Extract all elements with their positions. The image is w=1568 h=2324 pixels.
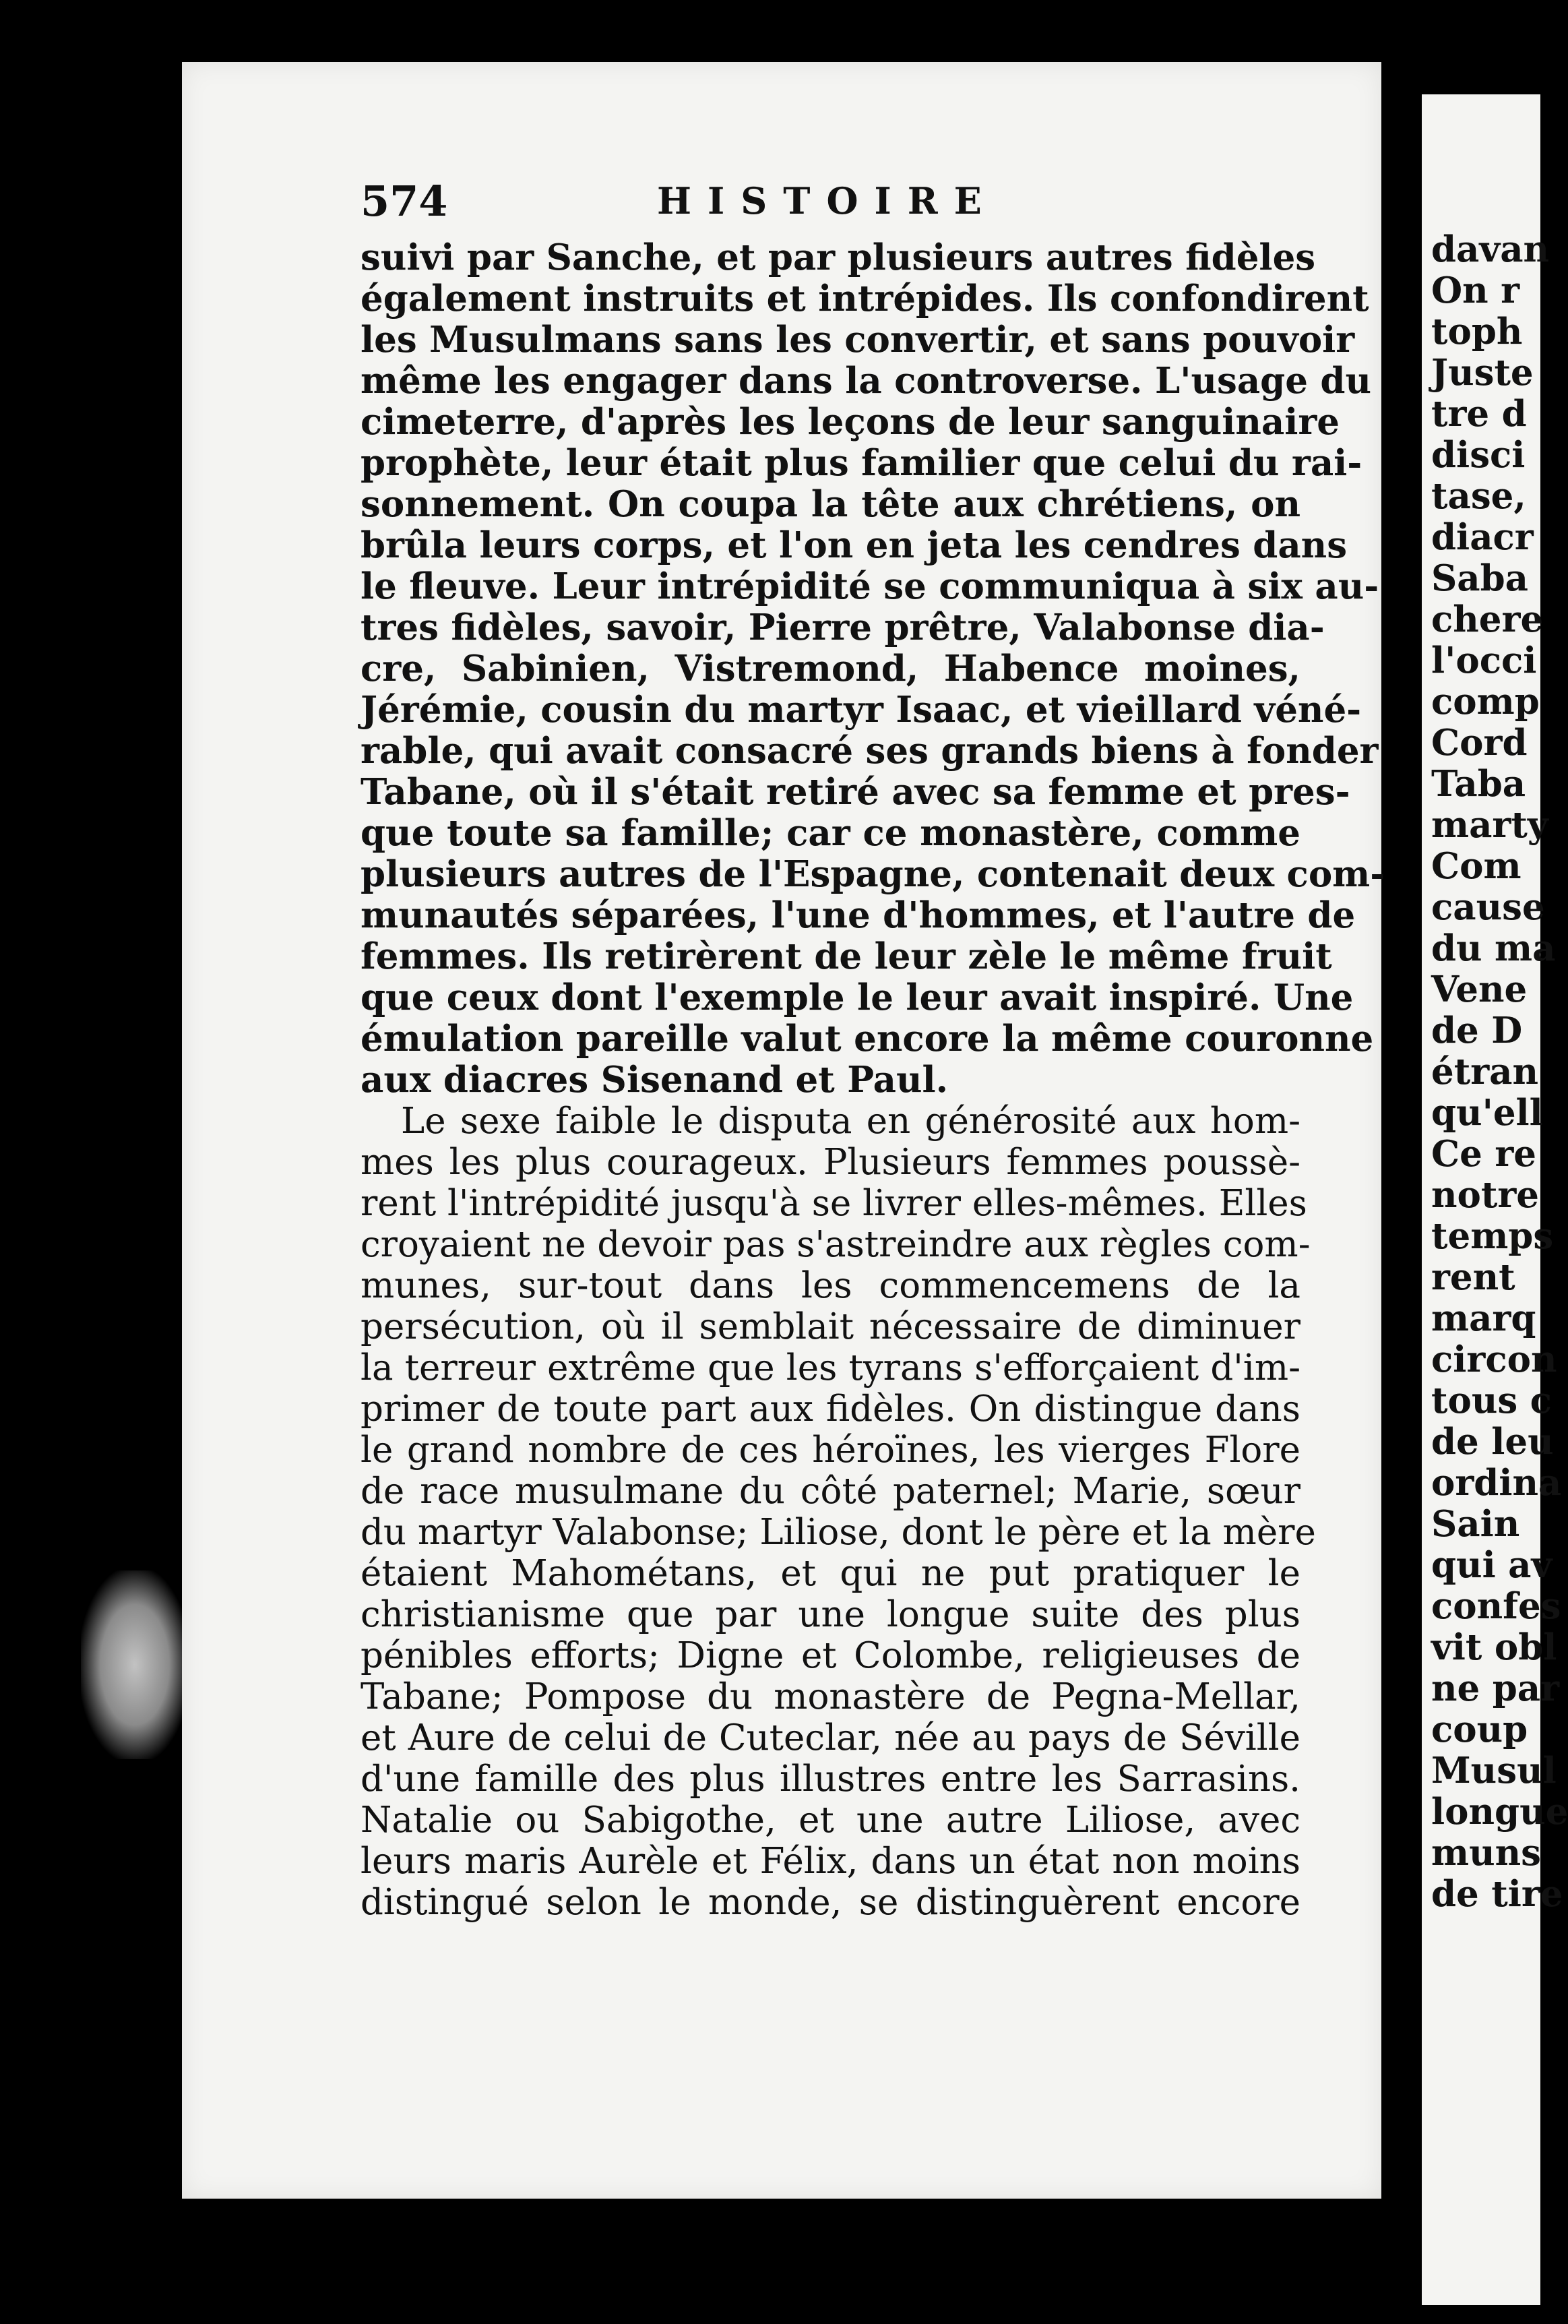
running-title: HISTOIRE <box>657 179 998 222</box>
fragment-line: qui av <box>1431 1544 1553 1586</box>
text-line: étaient Mahométans, et qui ne put pratiquer le <box>360 1553 1300 1594</box>
fragment-line: tre d <box>1431 393 1527 435</box>
fragment-line: notre <box>1431 1174 1540 1216</box>
fragment-line: Sain <box>1431 1503 1520 1545</box>
text-line: munautés séparées, l'une d'hommes, et l'autre de <box>360 894 1356 936</box>
body-text <box>360 237 1385 1923</box>
margin-stain <box>81 1570 189 1759</box>
text-line: croyaient ne devoir pas s'astreindre aux règles com- <box>360 1224 1311 1265</box>
text-line: aux diacres Sisenand et Paul. <box>360 1059 949 1101</box>
text-line: persécution, où il semblait nécessaire de diminuer <box>360 1306 1300 1347</box>
fragment-line: marq <box>1431 1297 1536 1339</box>
text-line: que toute sa famille; car ce monastère, comme <box>360 812 1300 854</box>
fragment-line: Musul <box>1431 1750 1557 1792</box>
fragment-line: ordina <box>1431 1462 1562 1504</box>
text-line: Le sexe faible le disputa en générosité aux hom- <box>401 1101 1300 1142</box>
fragment-line: qu'ell <box>1431 1092 1543 1134</box>
text-line: munes, sur-tout dans les commencemens de la <box>360 1265 1300 1306</box>
text-line: pénibles efforts; Digne et Colombe, religieuses de <box>360 1635 1300 1676</box>
fragment-line: étran <box>1431 1051 1538 1093</box>
text-line: rent l'intrépidité jusqu'à se livrer elles-mêmes. Elles <box>360 1183 1307 1224</box>
text-line: du martyr Valabonse; Liliose, dont le père et la mère <box>360 1512 1316 1553</box>
fragment-line: tase, <box>1431 475 1526 517</box>
text-line: le grand nombre de ces héroïnes, les vierges Flore <box>360 1430 1300 1471</box>
fragment-line: longue <box>1431 1791 1568 1833</box>
fragment-line: de tire <box>1431 1873 1563 1915</box>
text-line: sonnement. On coupa la tête aux chrétiens, on <box>360 483 1300 525</box>
text-line: les Musulmans sans les convertir, et sans pouvoir <box>360 319 1355 361</box>
text-line: femmes. Ils retirèrent de leur zèle le même fruit <box>360 936 1332 977</box>
book-page <box>182 62 1385 2199</box>
page-number: 574 <box>360 177 448 226</box>
fragment-line: de D <box>1431 1010 1523 1051</box>
text-line: primer de toute part aux fidèles. On distingue dans <box>360 1388 1300 1430</box>
fragment-line: Com <box>1431 845 1522 887</box>
text-line: rable, qui avait consacré ses grands biens à fonder <box>360 730 1379 772</box>
text-line: même les engager dans la controverse. L'usage du <box>360 360 1371 402</box>
running-head <box>360 177 1300 237</box>
fragment-line: ne par <box>1431 1668 1560 1709</box>
text-line: cimeterre, d'après les leçons de leur sanguinaire <box>360 401 1340 443</box>
fragment-line: du ma <box>1431 927 1556 969</box>
fragment-line: cause <box>1431 886 1545 928</box>
fragment-line: muns <box>1431 1832 1541 1874</box>
text-line: émulation pareille valut encore la même couronne <box>360 1018 1374 1060</box>
fragment-line: Vene <box>1431 969 1528 1010</box>
text-line: suivi par Sanche, et par plusieurs autres fidèles <box>360 237 1316 278</box>
text-line: prophète, leur était plus familier que celui du rai- <box>360 442 1362 484</box>
text-line: distingué selon le monde, se distinguèrent encore <box>360 1882 1300 1923</box>
fragment-line: vit obl <box>1431 1626 1557 1668</box>
fragment-line: Juste <box>1431 352 1534 394</box>
fragment-line: comp <box>1431 681 1540 723</box>
fragment-line: toph <box>1431 311 1523 353</box>
text-line: que ceux dont l'exemple le leur avait inspiré. Une <box>360 977 1354 1018</box>
fragment-line: Cord <box>1431 722 1528 764</box>
text-line: brûla leurs corps, et l'on en jeta les cendres dans <box>360 524 1348 566</box>
fragment-line: Taba <box>1431 763 1526 805</box>
fragment-line: coup <box>1431 1709 1528 1750</box>
fragment-line: marty <box>1431 804 1548 846</box>
text-line: Tabane; Pompose du monastère de Pegna-Mellar, <box>360 1676 1300 1717</box>
text-line: la terreur extrême que les tyrans s'efforçaient d'im- <box>360 1347 1300 1388</box>
text-line: leurs maris Aurèle et Félix, dans un état non moins <box>360 1841 1300 1882</box>
fragment-line: circon <box>1431 1339 1557 1380</box>
text-line: Jérémie, cousin du martyr Isaac, et vieillard véné- <box>360 689 1362 731</box>
text-line: de race musulmane du côté paternel; Marie, sœur <box>360 1471 1300 1512</box>
fragment-line: tous c <box>1431 1380 1552 1421</box>
fragment-line: l'occi <box>1431 640 1537 681</box>
fragment-line: davan <box>1431 228 1550 270</box>
text-line: cre, Sabinien, Vistremond, Habence moines, <box>360 648 1300 690</box>
fragment-line: Saba <box>1431 557 1529 599</box>
fragment-line: temps <box>1431 1215 1554 1257</box>
fragment-line: rent <box>1431 1256 1515 1298</box>
fragment-line: disci <box>1431 434 1526 476</box>
page-content <box>360 177 1385 1923</box>
text-line: et Aure de celui de Cuteclar, née au pays de Séville <box>360 1717 1300 1759</box>
text-line: plusieurs autres de l'Espagne, contenait deux com- <box>360 853 1385 895</box>
fragment-line: confes <box>1431 1585 1561 1627</box>
text-line: mes les plus courageux. Plusieurs femmes poussè- <box>360 1142 1300 1183</box>
fragment-line: diacr <box>1431 516 1534 558</box>
fragment-line: chere <box>1431 599 1544 640</box>
text-line: Tabane, où il s'était retiré avec sa femme et pres- <box>360 771 1350 813</box>
text-line: tres fidèles, savoir, Pierre prêtre, Valabonse dia- <box>360 607 1325 648</box>
fragment-line: Ce re <box>1431 1133 1536 1175</box>
text-line: christianisme que par une longue suite des plus <box>360 1594 1300 1635</box>
facing-page-fragments <box>1422 229 1568 1915</box>
fragment-line: On r <box>1431 270 1520 311</box>
text-line: Natalie ou Sabigothe, et une autre Liliose, avec <box>360 1800 1300 1841</box>
facing-page-edge <box>1422 94 1568 2305</box>
text-line: le fleuve. Leur intrépidité se communiqua à six au- <box>360 565 1379 607</box>
text-line: également instruits et intrépides. Ils confondirent <box>360 278 1369 319</box>
fragment-line: de leu <box>1431 1421 1554 1463</box>
text-line: d'une famille des plus illustres entre les Sarrasins. <box>360 1759 1300 1800</box>
